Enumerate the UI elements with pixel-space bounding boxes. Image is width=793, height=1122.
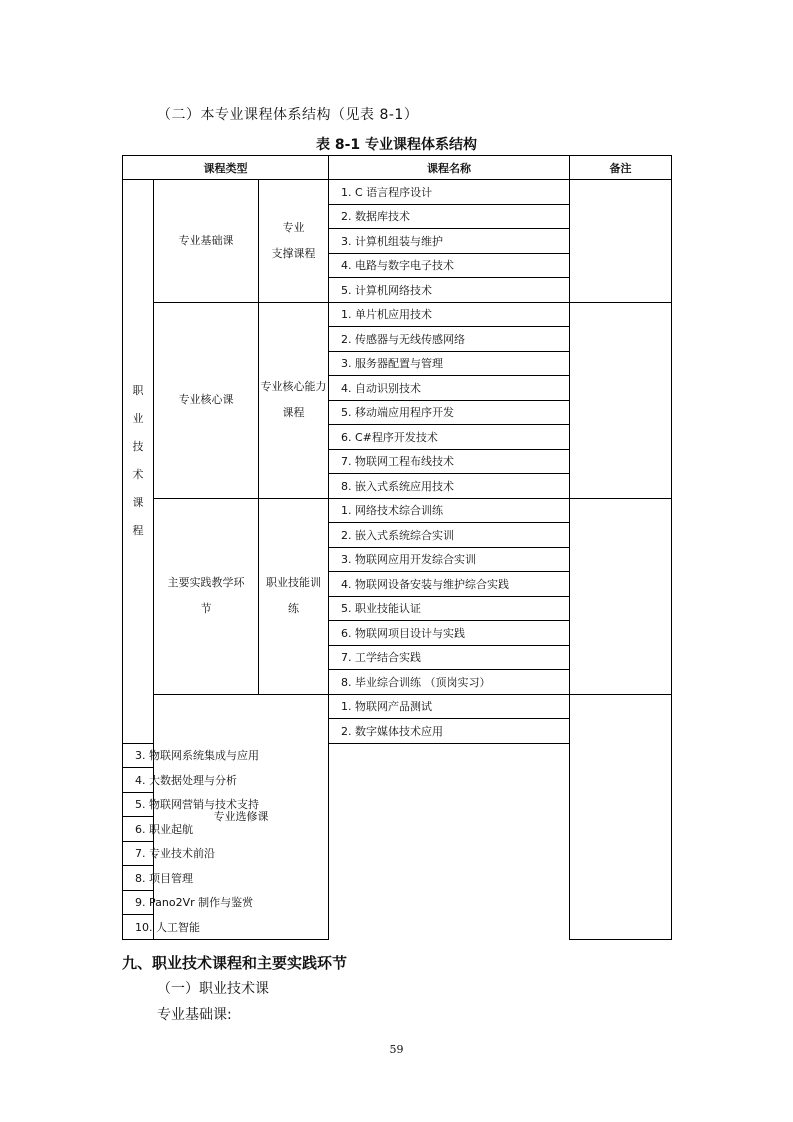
course-item: 7. 物联网工程布线技术 bbox=[329, 449, 570, 474]
note-cell bbox=[570, 694, 672, 939]
course-item: 7. 工学结合实践 bbox=[329, 645, 570, 670]
category-line: 主要实践教学环 bbox=[167, 576, 245, 589]
note-cell bbox=[570, 498, 672, 694]
subcategory-line: 练 bbox=[288, 602, 299, 615]
course-item: 2. 数据库技术 bbox=[329, 204, 570, 229]
table-row bbox=[123, 302, 672, 327]
course-item: 4. 电路与数字电子技术 bbox=[329, 253, 570, 278]
subcategory-line: 课程 bbox=[282, 406, 305, 419]
course-item: 3. 物联网系统集成与应用 bbox=[123, 743, 154, 768]
header-note: 备注 bbox=[570, 156, 672, 180]
course-item: 4. 大数据处理与分析 bbox=[123, 768, 154, 793]
category-practice bbox=[154, 498, 259, 694]
course-item: 4. 自动识别技术 bbox=[329, 376, 570, 401]
category-basic: 专业基础课 bbox=[154, 180, 259, 303]
main-category-char: 职 bbox=[132, 384, 144, 398]
subcategory-line: 专业 bbox=[282, 220, 305, 234]
course-item: 3. 计算机组装与维护 bbox=[329, 229, 570, 254]
category-line: 节 bbox=[200, 602, 212, 615]
course-item: 1. C 语言程序设计 bbox=[329, 180, 570, 205]
section-9-title: 九、职业技术课程和主要实践环节 bbox=[122, 954, 348, 972]
subcategory-core bbox=[259, 302, 329, 498]
header-course-name: 课程名称 bbox=[329, 156, 570, 180]
course-item: 6. C#程序开发技术 bbox=[329, 425, 570, 450]
subsection-basic-courses-label: 专业基础课: bbox=[157, 1007, 232, 1023]
course-item: 8. 项目管理 bbox=[123, 866, 154, 891]
section-subheading: （二）本专业课程体系结构（见表 8-1） bbox=[157, 107, 419, 123]
table-header-row bbox=[123, 156, 672, 180]
note-cell bbox=[570, 180, 672, 303]
course-item: 6. 职业起航 bbox=[123, 817, 154, 842]
note-cell bbox=[570, 302, 672, 498]
main-category-char: 业 bbox=[132, 412, 144, 426]
course-item: 5. 职业技能认证 bbox=[329, 596, 570, 621]
course-item: 7. 专业技术前沿 bbox=[123, 841, 154, 866]
category-elective: 专业选修课 bbox=[154, 694, 329, 939]
table-caption: 表 8-1 专业课程体系结构 bbox=[315, 137, 478, 153]
subcategory-line: 职业技能训 bbox=[266, 576, 321, 589]
course-item: 2. 传感器与无线传感网络 bbox=[329, 327, 570, 352]
course-item: 1. 网络技术综合训练 bbox=[329, 498, 570, 523]
main-category-char: 课 bbox=[132, 496, 144, 510]
course-item: 2. 数字媒体技术应用 bbox=[329, 719, 570, 744]
course-item: 8. 毕业综合训练 （顶岗实习） bbox=[329, 670, 570, 695]
course-structure-table bbox=[122, 155, 672, 940]
table-row bbox=[123, 180, 672, 205]
table-row bbox=[123, 498, 672, 523]
subsection-vocational-courses: （一）职业技术课 bbox=[157, 981, 269, 997]
category-core: 专业核心课 bbox=[154, 302, 259, 498]
main-category-char: 术 bbox=[132, 468, 144, 482]
main-category-cell bbox=[123, 180, 154, 744]
course-item: 9. Pano2Vr 制作与鉴赏 bbox=[123, 890, 154, 915]
course-item: 5. 计算机网络技术 bbox=[329, 278, 570, 303]
course-item: 1. 单片机应用技术 bbox=[329, 302, 570, 327]
course-item: 10. 人工智能 bbox=[123, 915, 154, 940]
course-item: 8. 嵌入式系统应用技术 bbox=[329, 474, 570, 499]
subcategory-line: 支撑课程 bbox=[271, 246, 316, 260]
main-category-char: 技 bbox=[132, 440, 144, 454]
course-item: 3. 服务器配置与管理 bbox=[329, 351, 570, 376]
subcategory-practice bbox=[259, 498, 329, 694]
header-course-type: 课程类型 bbox=[123, 156, 329, 180]
course-item: 5. 移动端应用程序开发 bbox=[329, 400, 570, 425]
subcategory-line: 专业核心能力 bbox=[260, 380, 327, 393]
course-item: 3. 物联网应用开发综合实训 bbox=[329, 547, 570, 572]
table-row bbox=[123, 694, 672, 719]
subcategory-basic bbox=[259, 180, 329, 303]
course-item: 6. 物联网项目设计与实践 bbox=[329, 621, 570, 646]
course-item: 1. 物联网产品测试 bbox=[329, 694, 570, 719]
course-item: 4. 物联网设备安装与维护综合实践 bbox=[329, 572, 570, 597]
page-number: 59 bbox=[389, 1043, 404, 1056]
course-item: 5. 物联网营销与技术支持 bbox=[123, 792, 154, 817]
course-item: 2. 嵌入式系统综合实训 bbox=[329, 523, 570, 548]
main-category-char: 程 bbox=[132, 524, 144, 538]
